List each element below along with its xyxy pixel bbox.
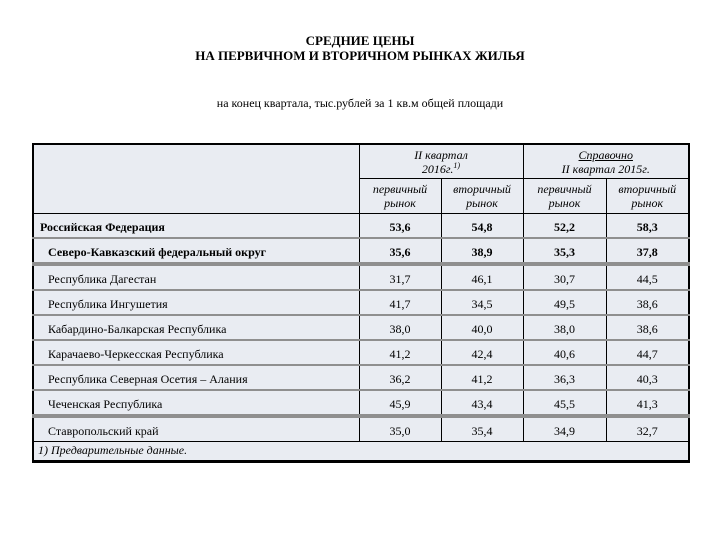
cell-value: 45,9 xyxy=(359,390,441,416)
cell-value: 44,7 xyxy=(606,340,689,365)
col-group-q2-2016 xyxy=(359,144,523,179)
cell-value: 31,7 xyxy=(359,264,441,290)
cell-value: 49,5 xyxy=(523,290,606,315)
cell-value: 43,4 xyxy=(441,390,523,416)
row-label: Ставропольский край xyxy=(33,416,359,442)
row-label: Чеченская Республика xyxy=(33,390,359,416)
table-row xyxy=(33,315,689,340)
row-label: Республика Северная Осетия – Алания xyxy=(33,365,359,390)
cell-value: 41,2 xyxy=(441,365,523,390)
footnote-row xyxy=(33,442,689,462)
cell-value: 32,7 xyxy=(606,416,689,442)
col-group-reference-line2: II квартал 2015г. xyxy=(561,161,650,176)
cell-value: 42,4 xyxy=(441,340,523,365)
cell-value: 38,9 xyxy=(441,238,523,264)
row-label: Северо-Кавказский федеральный округ xyxy=(33,238,359,264)
price-table xyxy=(32,143,690,463)
col-group-q2-2016-line2: 2016г.$^{1)}$ xyxy=(421,160,461,176)
cell-value: 41,2 xyxy=(359,340,441,365)
col-group-reference xyxy=(523,144,689,179)
cell-value: 46,1 xyxy=(441,264,523,290)
page-title xyxy=(0,33,720,63)
cell-value: 34,5 xyxy=(441,290,523,315)
cell-value: 38,6 xyxy=(606,315,689,340)
cell-value: 38,6 xyxy=(606,290,689,315)
table-row xyxy=(33,290,689,315)
cell-value: 38,0 xyxy=(523,315,606,340)
row-label: Республика Ингушетия xyxy=(33,290,359,315)
cell-value: 40,6 xyxy=(523,340,606,365)
table-row xyxy=(33,416,689,442)
subtitle: на конец квартала, тыс.рублей за 1 кв.м общей площади xyxy=(216,96,504,110)
cell-value: 58,3 xyxy=(606,214,689,239)
cell-value: 54,8 xyxy=(441,214,523,239)
cell-value: 30,7 xyxy=(523,264,606,290)
cell-value: 40,3 xyxy=(606,365,689,390)
table-body xyxy=(33,214,689,442)
cell-value: 41,3 xyxy=(606,390,689,416)
cell-value: 45,5 xyxy=(523,390,606,416)
subcol-primary-2016: первичный рынок xyxy=(359,179,441,214)
cell-value: 35,4 xyxy=(441,416,523,442)
row-label: Карачаево-Черкесская Республика xyxy=(33,340,359,365)
row-label: Республика Дагестан xyxy=(33,264,359,290)
cell-value: 40,0 xyxy=(441,315,523,340)
title-line-1: СРЕДНИЕ ЦЕНЫ xyxy=(305,33,415,48)
row-label: Российская Федерация xyxy=(33,214,359,239)
footnote: 1) Предварительные данные. xyxy=(38,443,188,457)
row-label: Кабардино-Балкарская Республика xyxy=(33,315,359,340)
cell-value: 36,2 xyxy=(359,365,441,390)
cell-value: 44,5 xyxy=(606,264,689,290)
table-row xyxy=(33,340,689,365)
cell-value: 36,3 xyxy=(523,365,606,390)
cell-value: 34,9 xyxy=(523,416,606,442)
cell-value: 37,8 xyxy=(606,238,689,264)
table-header xyxy=(33,144,689,214)
title-line-2: НА ПЕРВИЧНОМ И ВТОРИЧНОМ РЫНКАХ ЖИЛЬЯ xyxy=(195,48,525,63)
subcol-secondary-2016: вторичный рынок xyxy=(441,179,523,214)
table-row xyxy=(33,390,689,416)
cell-value: 38,0 xyxy=(359,315,441,340)
cell-value: 53,6 xyxy=(359,214,441,239)
cell-value: 41,7 xyxy=(359,290,441,315)
cell-value: 35,6 xyxy=(359,238,441,264)
footnote-mark: 1) xyxy=(453,160,461,170)
cell-value: 35,3 xyxy=(523,238,606,264)
corner-cell xyxy=(33,144,359,214)
table-row xyxy=(33,238,689,264)
table-row xyxy=(33,214,689,239)
cell-value: 52,2 xyxy=(523,214,606,239)
col-group-reference-line1: Справочно xyxy=(578,147,633,162)
col-group-q2-2016-line1: II квартал xyxy=(414,147,468,162)
table-row xyxy=(33,365,689,390)
table-row xyxy=(33,264,689,290)
cell-value: 35,0 xyxy=(359,416,441,442)
subcol-primary-2015: первичный рынок xyxy=(523,179,606,214)
subcol-secondary-2015: вторичный рынок xyxy=(606,179,689,214)
